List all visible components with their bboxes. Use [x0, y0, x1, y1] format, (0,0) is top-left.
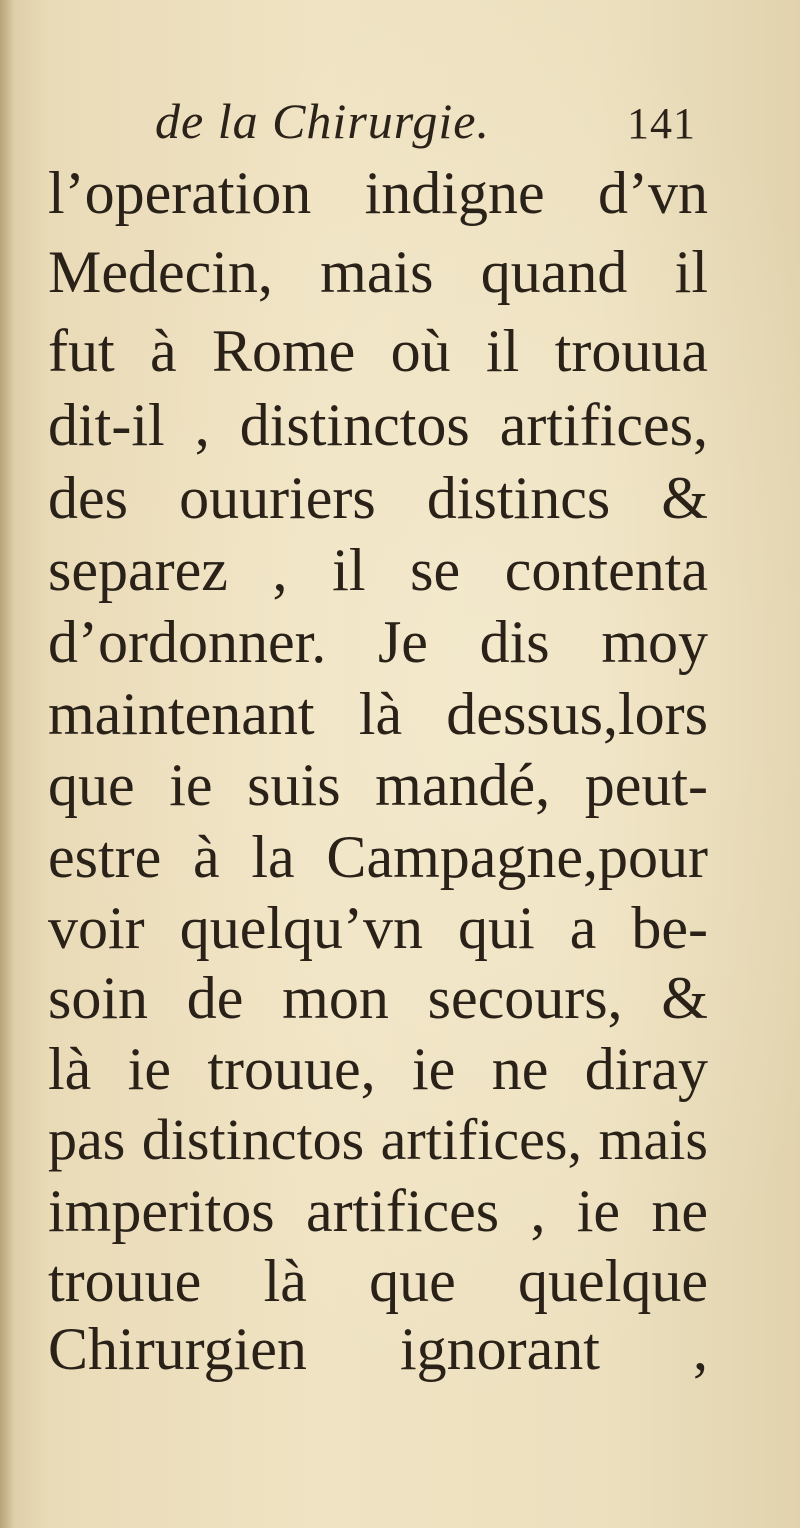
running-title: de la Chirurgie. — [155, 93, 490, 149]
text-line: imperitos artifices , ie ne — [48, 1178, 708, 1244]
text-line: Chirurgien ignorant , — [48, 1316, 708, 1382]
text-line: trouue là que quelque — [48, 1248, 708, 1314]
text-line: separez , il se contenta — [48, 537, 708, 603]
text-line: pas distinctos artifices, mais — [48, 1107, 708, 1172]
text-line: l’operation indigne d’vn — [48, 160, 708, 226]
text-line: estre à la Campagne,pour — [48, 824, 708, 890]
text-line: d’ordonner. Je dis moy — [48, 609, 708, 675]
text-line: que ie suis mandé, peut- — [48, 752, 708, 818]
text-line: fut à Rome où il trouua — [48, 318, 708, 384]
page-number: 141 — [627, 99, 696, 148]
text-line: maintenant là dessus,lors — [48, 681, 708, 747]
text-line: là ie trouue, ie ne diray — [48, 1036, 708, 1102]
text-line: des ouuriers distincs & — [48, 465, 708, 531]
text-line: soin de mon secours, & — [48, 965, 708, 1031]
text-line: dit-il , distinctos artifices, — [48, 392, 708, 458]
text-line: Medecin, mais quand il — [48, 239, 708, 305]
text-line: voir quelqu’vn qui a be- — [48, 895, 708, 961]
page-header — [0, 92, 800, 162]
